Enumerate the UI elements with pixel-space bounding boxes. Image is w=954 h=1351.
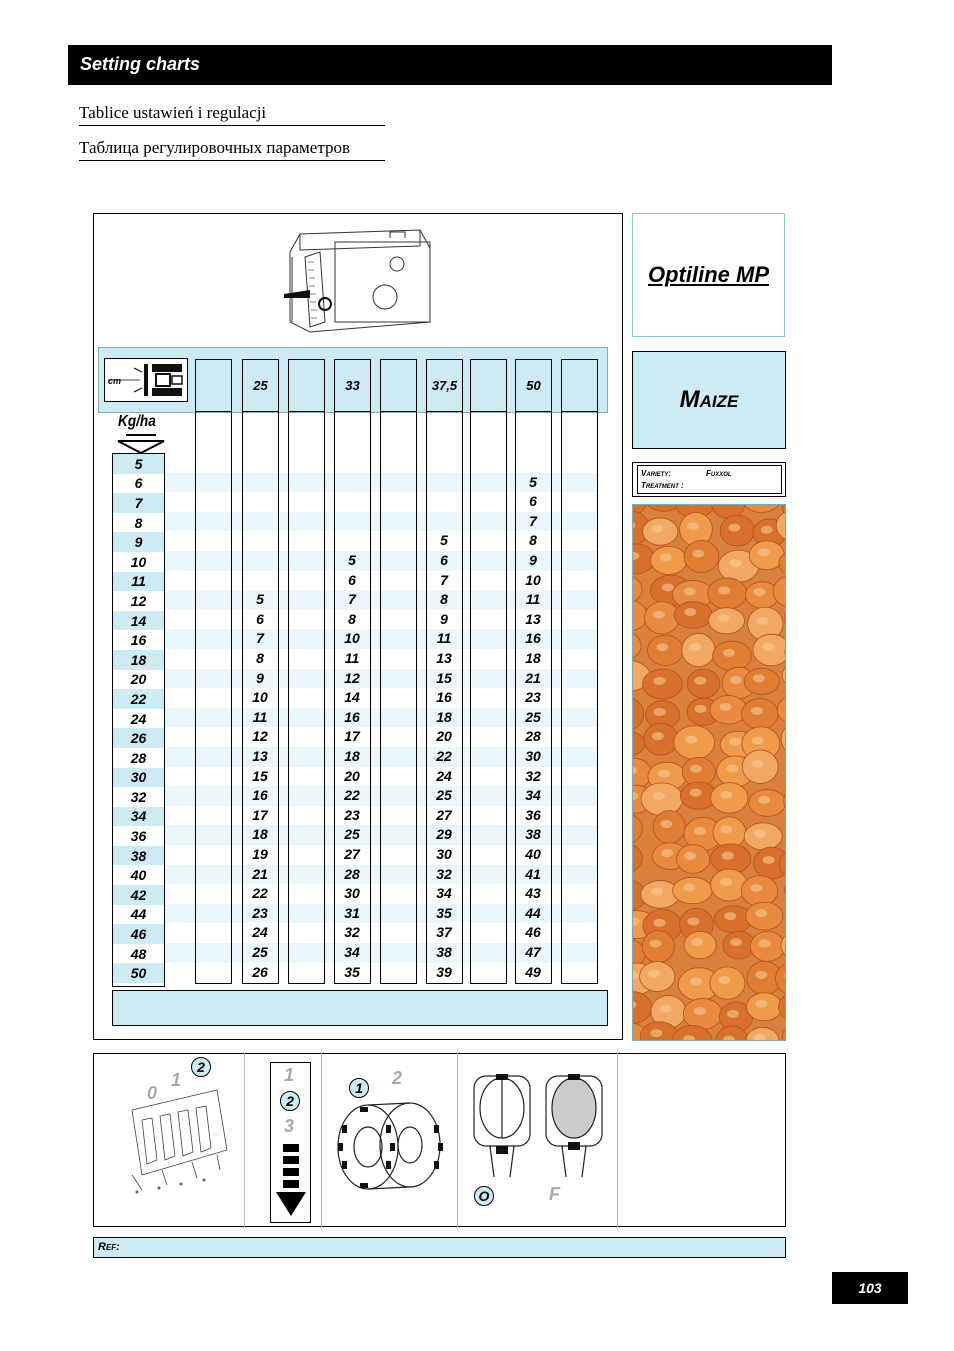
setting-value: 35 (436, 904, 452, 921)
kernel-highlight (695, 705, 707, 713)
reference-field (93, 1237, 786, 1258)
setting-value: 11 (252, 708, 268, 725)
setting-value: 13 (525, 610, 541, 627)
kernel-highlight (654, 708, 666, 716)
setting-value: 31 (344, 904, 360, 921)
kernel-highlight (652, 732, 664, 740)
setting-value: 12 (252, 728, 268, 745)
setting-value: 32 (436, 865, 452, 882)
maize-kernel (782, 1021, 786, 1041)
maize-kernel (778, 993, 786, 1021)
kernel-highlight (653, 919, 665, 927)
setting-value: 39 (436, 963, 452, 980)
setting-value: 22 (436, 748, 452, 764)
kg-ha-value: 32 (130, 788, 147, 805)
kernel-highlight (720, 791, 732, 799)
setting-value: 18 (436, 708, 452, 725)
setting-value: 5 (256, 591, 264, 608)
setting-value: 26 (252, 963, 268, 980)
setting-value: 32 (344, 924, 360, 941)
setting-value: 11 (436, 630, 452, 647)
kernel-highlight (692, 550, 704, 558)
setting-value: 34 (436, 885, 452, 902)
setting-value: 30 (344, 885, 360, 902)
kernel-highlight (720, 878, 732, 886)
kernel-highlight (690, 765, 702, 773)
kernel-highlight (718, 976, 730, 984)
setting-value: 14 (344, 689, 360, 706)
setting-value: 24 (252, 924, 268, 941)
kg-ha-column (112, 453, 165, 987)
setting-value: 5 (529, 473, 537, 490)
gearbox-illustration (122, 1080, 232, 1200)
kg-ha-value: 18 (113, 650, 164, 670)
setting-value: 25 (252, 944, 268, 960)
setting-value: 34 (525, 787, 541, 804)
kernel-highlight (727, 1010, 739, 1018)
kernel-highlight (648, 970, 660, 978)
kg-ha-value: 14 (113, 611, 164, 631)
setting-value: 7 (440, 571, 448, 588)
gear-label-1: 1 (171, 1070, 182, 1090)
setting-value: 23 (252, 904, 268, 921)
setting-value: 28 (525, 728, 541, 745)
setting-value: 47 (525, 944, 541, 960)
setting-value: 18 (344, 748, 360, 764)
setting-value: 16 (436, 689, 452, 706)
setting-value: 35 (344, 963, 360, 980)
kg-ha-value: 46 (113, 924, 164, 944)
kernel-highlight (724, 912, 736, 920)
wheel-badge-1: 1 (349, 1078, 369, 1098)
kg-ha-value: 28 (130, 749, 147, 766)
maize-grain-photo (632, 504, 786, 1041)
setting-value: 8 (256, 650, 264, 666)
kg-ha-value: 8 (134, 514, 143, 531)
kernel-highlight (651, 887, 663, 895)
setting-value: 22 (252, 885, 268, 902)
kernel-highlight (690, 977, 702, 985)
kernel-highlight (754, 829, 766, 837)
shutter-label-closed: F (549, 1184, 560, 1204)
kernel-highlight (758, 548, 770, 556)
kernel-highlight (684, 608, 696, 616)
seed-box-illustration (280, 222, 440, 340)
kernel-highlight (753, 674, 765, 682)
setting-value: 10 (344, 630, 360, 647)
down-arrow-icon (114, 433, 168, 455)
setting-value: 30 (525, 748, 541, 764)
kg-ha-value: 26 (113, 728, 164, 748)
kg-ha-value: 9 (113, 532, 164, 552)
setting-value: 5 (440, 532, 448, 549)
kernel-highlight (762, 856, 774, 864)
setting-value: 7 (529, 512, 537, 529)
kg-ha-value: 20 (130, 671, 147, 688)
kernel-highlight (720, 703, 732, 711)
kernel-highlight (661, 849, 673, 857)
maize-kernel (784, 785, 786, 816)
kernel-highlight (762, 643, 774, 651)
kg-ha-value: 34 (113, 807, 164, 827)
setting-value: 11 (344, 650, 360, 666)
setting-value: 6 (348, 571, 356, 588)
variety-info (637, 465, 782, 494)
kernel-highlight (759, 939, 771, 947)
setting-value: 32 (525, 767, 541, 784)
maize-kernel (781, 930, 786, 962)
setting-value: 25 (436, 787, 452, 804)
sequence-step-1: 1 (284, 1065, 295, 1085)
brand-box (632, 213, 785, 337)
column-header: 37,5 (427, 360, 462, 412)
kg-ha-value: 5 (113, 454, 164, 474)
setting-value: 19 (252, 846, 268, 862)
setting-value: 9 (256, 669, 264, 686)
kernel-highlight (752, 737, 764, 745)
kernel-highlight (689, 643, 701, 651)
maize-kernel (633, 697, 644, 730)
gear-badge-2: 2 (191, 1057, 211, 1077)
kernel-highlight (683, 883, 695, 891)
shutter-badge-open: O (474, 1186, 494, 1206)
setting-value: 13 (436, 650, 452, 666)
kernel-highlight (755, 909, 767, 917)
crop-box (632, 351, 786, 449)
kernel-highlight (751, 707, 763, 715)
kg-ha-value: 10 (130, 553, 147, 570)
gear-label-0: 0 (147, 1083, 158, 1103)
maize-kernel (633, 813, 642, 844)
brand-name: Optiline MP (648, 262, 769, 287)
kernel-highlight (684, 588, 696, 596)
kernel-highlight (659, 1005, 671, 1013)
spacing-column (470, 359, 507, 984)
treatment-label: Treatment : (641, 481, 684, 490)
kg-ha-value: 44 (130, 906, 147, 923)
kg-ha-value: 16 (130, 632, 147, 649)
kernel-highlight (653, 792, 665, 800)
kernel-highlight (726, 764, 738, 772)
setting-value: 16 (344, 708, 360, 725)
setting-value: 43 (525, 885, 541, 902)
kernel-highlight (684, 852, 696, 860)
kernel-highlight (758, 796, 770, 804)
maize-kernel (633, 731, 645, 757)
setting-value: 20 (344, 767, 360, 784)
kernel-highlight (651, 525, 663, 533)
kernel-highlight (653, 611, 665, 619)
setting-value: 30 (436, 846, 452, 862)
drive-wheel-illustration (330, 1095, 450, 1195)
kernel-highlight (660, 820, 672, 828)
kernel-highlight (653, 677, 665, 685)
setting-value: 27 (436, 806, 452, 823)
maize-kernel (782, 662, 786, 689)
column-header: 33 (335, 360, 370, 412)
kg-ha-value: 38 (113, 846, 164, 866)
down-arrow-icon (274, 1142, 308, 1218)
page-number-box (832, 1272, 908, 1304)
spacing-column (561, 359, 598, 984)
maize-kernel (785, 636, 786, 667)
setting-value: 29 (436, 826, 452, 843)
kernel-highlight (755, 1000, 767, 1008)
setting-value: 8 (529, 532, 537, 549)
variety-value: Fuxxol (706, 469, 732, 478)
maize-kernel (777, 695, 786, 724)
kernel-highlight (750, 884, 762, 892)
kernel-highlight (718, 614, 730, 622)
kernel-highlight (753, 588, 765, 596)
kernel-highlight (690, 789, 702, 797)
setting-value: 6 (256, 610, 264, 627)
kernel-highlight (691, 938, 703, 946)
kernel-highlight (649, 940, 661, 948)
kg-ha-value: 24 (130, 710, 147, 727)
subtitle-russian: Таблица регулировочных параметров (79, 138, 385, 161)
setting-value: 10 (525, 571, 541, 588)
setting-value: 13 (252, 748, 268, 764)
kg-ha-value: 40 (130, 867, 147, 884)
unit-label: cm (108, 376, 122, 386)
kernel-highlight (730, 559, 742, 567)
maize-kernel (633, 632, 641, 660)
kernel-highlight (687, 917, 699, 925)
setting-value: 22 (344, 787, 360, 804)
setting-value: 10 (252, 689, 268, 706)
kernel-highlight (756, 617, 768, 625)
kernel-highlight (785, 703, 786, 711)
column-header (381, 360, 416, 412)
kernel-highlight (685, 736, 697, 744)
kernel-highlight (694, 677, 706, 685)
setting-value: 9 (440, 610, 448, 627)
setting-value: 17 (344, 728, 360, 745)
spacing-column (288, 359, 325, 984)
setting-value: 28 (344, 865, 360, 882)
kernel-highlight (728, 524, 740, 532)
setting-value: 49 (525, 963, 541, 980)
setting-value: 18 (252, 826, 268, 843)
setting-value: 11 (525, 591, 541, 608)
kernel-highlight (687, 522, 699, 530)
kernel-highlight (656, 643, 668, 651)
kg-ha-value: 36 (130, 828, 147, 845)
setting-value: 37 (436, 924, 452, 941)
variety-label: Variety: (641, 469, 672, 478)
maize-kernel (633, 843, 642, 873)
kernel-highlight (650, 1029, 662, 1037)
setting-value: 21 (252, 865, 268, 882)
setting-value: 6 (440, 552, 448, 568)
setting-value: 38 (436, 944, 452, 960)
setting-value: 7 (348, 591, 356, 608)
kg-ha-value: 7 (113, 493, 164, 513)
setting-value: 15 (252, 767, 268, 784)
kernel-highlight (723, 649, 735, 657)
setting-value: 6 (529, 493, 537, 510)
sequence-step-3: 3 (284, 1116, 295, 1136)
column-header (289, 360, 324, 412)
subtitle-polish: Tablice ustawień i regulacji (79, 103, 385, 126)
setting-value: 16 (252, 787, 268, 804)
kernel-highlight (694, 1007, 706, 1015)
kg-ha-value: 48 (130, 945, 147, 962)
setting-value: 27 (344, 846, 360, 862)
page-title: Setting charts (80, 54, 201, 74)
kernel-highlight (722, 852, 734, 860)
spacing-column (195, 359, 232, 984)
column-header (471, 360, 506, 412)
column-header: 25 (243, 360, 278, 412)
setting-value: 25 (525, 708, 541, 725)
column-header (196, 360, 231, 412)
setting-value: 46 (525, 924, 541, 941)
kg-ha-value: 11 (113, 572, 164, 592)
kg-ha-label: Kg/ha (118, 413, 156, 430)
setting-value: 41 (525, 865, 541, 882)
kernel-highlight (660, 553, 672, 561)
setting-value: 12 (344, 669, 360, 686)
maize-kernel (781, 722, 786, 755)
maize-kernel (785, 874, 786, 906)
setting-value: 16 (525, 630, 541, 647)
kernel-highlight (730, 676, 742, 684)
setting-value: 20 (436, 728, 452, 745)
setting-value: 17 (252, 806, 268, 823)
setting-value: 34 (344, 944, 360, 960)
kg-ha-value: 6 (134, 475, 143, 492)
wheel-label-2: 2 (392, 1068, 403, 1088)
kernel-highlight (662, 583, 674, 591)
kernel-highlight (720, 825, 732, 833)
setting-value: 24 (436, 767, 452, 784)
setting-value: 23 (344, 806, 360, 823)
shutter-illustration (470, 1072, 610, 1182)
maize-kernel (633, 575, 642, 605)
setting-value: 25 (344, 826, 360, 843)
sequence-step-2: 2 (280, 1091, 300, 1111)
tractor-row-spacing-icon (104, 358, 188, 402)
setting-value: 8 (348, 610, 356, 627)
ref-label: Ref: (98, 1241, 120, 1253)
kernel-highlight (694, 827, 706, 835)
setting-value: 38 (525, 826, 541, 843)
column-header (562, 360, 597, 412)
maize-kernel (633, 992, 651, 1024)
setting-value: 9 (529, 552, 537, 568)
kernel-highlight (755, 971, 767, 979)
page-number: 103 (858, 1280, 882, 1296)
setting-value: 8 (440, 591, 448, 608)
setting-value: 5 (348, 552, 356, 568)
setting-value: 15 (436, 669, 452, 686)
kernel-highlight (785, 519, 786, 527)
kernel-highlight (761, 526, 773, 534)
setting-value: 21 (525, 669, 541, 686)
setting-value: 18 (525, 650, 541, 666)
crop-name: Maize (679, 386, 739, 413)
setting-value: 23 (525, 689, 541, 706)
column-header: 50 (516, 360, 551, 412)
maize-kernel (784, 605, 786, 632)
kernel-highlight (658, 770, 670, 778)
setting-value: 40 (525, 846, 541, 862)
setting-value: 7 (256, 630, 264, 647)
kg-ha-value: 12 (130, 592, 147, 609)
setting-value: 44 (525, 904, 541, 921)
kg-ha-value: 42 (113, 885, 164, 905)
kg-ha-value: 22 (113, 689, 164, 709)
kg-ha-value: 50 (113, 963, 164, 983)
kernel-highlight (730, 938, 742, 946)
kernel-highlight (718, 586, 730, 594)
kernel-highlight (751, 760, 763, 768)
maize-kernel (741, 505, 782, 512)
setting-value: 36 (525, 806, 541, 823)
kg-ha-value: 30 (113, 768, 164, 788)
table-bottom-band (112, 990, 608, 1026)
spacing-column (380, 359, 417, 984)
kernel-highlight (729, 738, 741, 746)
